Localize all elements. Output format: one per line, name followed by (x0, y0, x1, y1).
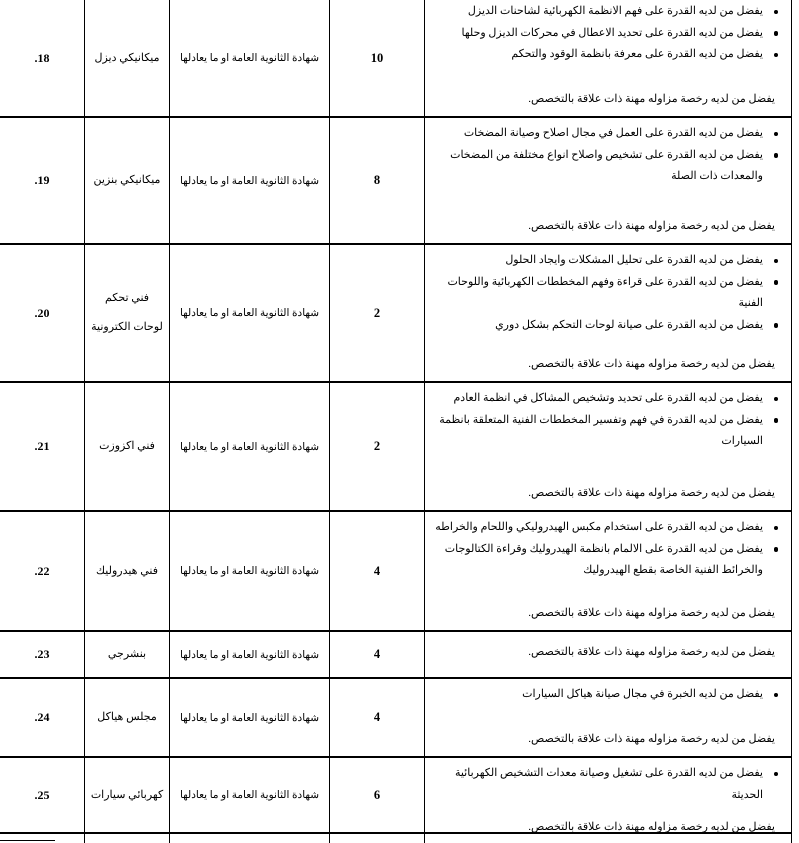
requirement-text: يفضل من لديه القدرة في فهم وتفسير المخططات الفنية المتعلقة بانظمة السيارات (439, 413, 763, 447)
job-title-text: فني تحكم لوحات الكترونية (91, 292, 163, 333)
table-row (0, 679, 792, 758)
requirement-text: يفضل من لديه القدرة على تشغيل وصيانة معدات التشخيص الكهربائية الحديثة (454, 767, 763, 801)
requirement-text: يفضل من لديه القدرة على قراءة وفهم المخططات الكهربائية واللوحات الفنية (447, 275, 763, 309)
table-row (0, 632, 792, 679)
requirements-bullet-list (431, 250, 791, 336)
cell-qualification (170, 632, 330, 677)
row-number-text: .24 (34, 710, 50, 724)
requirement-text: يفضل من لديه القدرة على تحديد الاعطال في محركات الديزل وحلها (461, 26, 763, 39)
requirements-bullet-list (431, 517, 791, 582)
cell-job-title (85, 118, 170, 243)
job-title-text: كهربائي سيارات (90, 788, 164, 801)
table-row (0, 118, 792, 245)
vacancy-count-text: 10 (370, 50, 384, 65)
cell-job-title (85, 383, 170, 510)
cell-job-title (85, 632, 170, 677)
row-number-text: .23 (34, 647, 50, 661)
cell-vacancy-count (330, 834, 425, 843)
requirement-item (431, 145, 791, 188)
cell-qualification (170, 679, 330, 756)
bullet-icon (774, 397, 779, 402)
table-row (0, 0, 792, 118)
cell-row-number (0, 632, 85, 677)
cell-row-number (0, 383, 85, 510)
requirements-bullet-list (431, 684, 791, 706)
cell-requirements (425, 679, 792, 756)
requirement-text: يفضل من لديه القدرة على صيانة لوحات التحكم بشكل دوري (495, 318, 763, 331)
cell-qualification (170, 245, 330, 381)
cell-requirements (425, 632, 792, 677)
cell-job-title (85, 512, 170, 630)
cell-requirements (425, 834, 792, 843)
bullet-icon (774, 323, 779, 328)
job-title-text: ميكانيكي ديزل (94, 51, 160, 64)
qualification-text: شهادة الثانوية العامة او ما يعادلها (179, 712, 320, 724)
requirement-item (431, 410, 791, 453)
table-bottom-border-segment (0, 840, 55, 841)
bullet-icon (774, 526, 779, 531)
row-number-text: .18 (34, 50, 50, 65)
table-row (0, 245, 792, 383)
bullet-icon (774, 772, 779, 777)
requirement-item (431, 388, 791, 410)
job-title-text: فني هيدروليك (96, 564, 158, 577)
cell-row-number (0, 758, 85, 832)
bullet-icon (774, 31, 779, 36)
requirements-bullet-list (431, 1, 791, 66)
requirement-item (431, 123, 791, 145)
license-note: يفضل من لديه رخصة مزاوله مهنة ذات علاقة بالتخصص. (528, 607, 775, 619)
vacancy-count-text: 4 (373, 563, 381, 578)
bullet-icon (774, 53, 779, 58)
bullet-icon (774, 547, 779, 552)
row-number-text: .22 (34, 563, 50, 578)
requirement-text: يفضل من لديه القدرة على فهم الانظمة الكهربائية لشاحنات الديزل (467, 5, 763, 17)
license-note: يفضل من لديه رخصة مزاوله مهنة ذات علاقة بالتخصص. (528, 646, 775, 658)
requirement-item (431, 44, 791, 66)
requirement-item (431, 23, 791, 45)
cell-vacancy-count (330, 0, 425, 116)
cell-requirements (425, 383, 792, 510)
vacancy-count-text: 6 (373, 787, 381, 802)
cell-requirements (425, 0, 792, 116)
requirement-item (431, 763, 791, 806)
cell-requirements (425, 245, 792, 381)
requirement-text: يفضل من لديه القدرة على تحديد وتشخيص المشاكل في انظمة العادم (453, 392, 763, 404)
vacancy-count-text: 4 (373, 647, 381, 661)
license-note: يفضل من لديه رخصة مزاوله مهنة ذات علاقة بالتخصص. (528, 220, 775, 232)
requirement-text: يفضل من لديه القدرة على معرفة بانظمة الوقود والتحكم (511, 48, 763, 60)
cell-qualification (170, 0, 330, 116)
cell-requirements (425, 758, 792, 832)
requirement-item (431, 517, 791, 539)
vacancy-count-text: 8 (373, 173, 381, 187)
bullet-icon (774, 280, 779, 285)
bullet-icon (774, 10, 779, 15)
cell-row-number (0, 512, 85, 630)
requirement-item (431, 684, 791, 706)
table-row-partial (0, 834, 792, 843)
cell-job-title (85, 679, 170, 756)
qualification-text: شهادة الثانوية العامة او ما يعادلها (179, 175, 320, 187)
vacancy-count-text: 2 (373, 439, 381, 453)
table-row (0, 512, 792, 632)
qualification-text: شهادة الثانوية العامة او ما يعادلها (179, 790, 320, 801)
cell-vacancy-count (330, 512, 425, 630)
license-note: يفضل من لديه رخصة مزاوله مهنة ذات علاقة بالتخصص. (528, 821, 775, 832)
license-note: يفضل من لديه رخصة مزاوله مهنة ذات علاقة بالتخصص. (528, 93, 775, 105)
cell-job-title (85, 834, 170, 843)
cell-job-title (85, 758, 170, 832)
cell-vacancy-count (330, 679, 425, 756)
requirement-item (431, 539, 791, 582)
cell-row-number (0, 679, 85, 756)
row-number-text: .19 (34, 173, 50, 187)
qualification-text: شهادة الثانوية العامة او ما يعادلها (179, 566, 320, 577)
requirement-item (431, 1, 791, 23)
requirement-text: يفضل من لديه القدرة على العمل في مجال اصلاح وصيانة المضخات (463, 127, 763, 139)
cell-row-number (0, 0, 85, 116)
cell-vacancy-count (330, 758, 425, 832)
job-title-text: بنشرجي (107, 648, 147, 660)
requirement-text: يفضل من لديه القدرة على الالمام بانظمة الهيدروليك وقراءة الكتالوجات والخرائط الفنية الخاصة بقطع الهيدروليك (444, 542, 763, 576)
cell-requirements (425, 512, 792, 630)
cell-qualification (170, 512, 330, 630)
cell-vacancy-count (330, 245, 425, 381)
requirement-text: يفضل من لديه القدرة على تحليل المشكلات وايجاد الحلول (505, 254, 763, 266)
cell-qualification (170, 834, 330, 843)
requirement-text: يفضل من لديه الخبرة في مجال صيانة هياكل السيارات (522, 688, 763, 700)
cell-job-title (85, 0, 170, 116)
job-title-text: مجلس هياكل (97, 711, 157, 723)
cell-row-number (0, 245, 85, 381)
bullet-icon (774, 132, 779, 137)
row-number-text: .21 (34, 439, 50, 453)
requirement-text: يفضل من لديه القدرة على استخدام مكبس الهيدروليكي واللحام والخراطه (435, 521, 763, 533)
cell-vacancy-count (330, 632, 425, 677)
requirements-bullet-list (431, 763, 791, 806)
cell-qualification (170, 383, 330, 510)
cell-qualification (170, 118, 330, 243)
requirement-item (431, 250, 791, 272)
vacancy-count-text: 4 (373, 710, 381, 724)
cell-vacancy-count (330, 383, 425, 510)
qualification-text: شهادة الثانوية العامة او ما يعادلها (179, 441, 320, 453)
job-title-text: ميكانيكي بنزين (93, 174, 161, 186)
qualification-text: شهادة الثانوية العامة او ما يعادلها (179, 53, 320, 64)
requirement-item (431, 315, 791, 337)
bullet-icon (774, 259, 779, 264)
cell-vacancy-count (330, 118, 425, 243)
license-note: يفضل من لديه رخصة مزاوله مهنة ذات علاقة بالتخصص. (528, 358, 775, 370)
license-note: يفضل من لديه رخصة مزاوله مهنة ذات علاقة بالتخصص. (528, 487, 775, 499)
requirements-bullet-list (431, 123, 791, 188)
cell-row-number (0, 118, 85, 243)
requirement-text: يفضل من لديه القدرة على تشخيص واصلاح انواع مختلفة من المضخات والمعدات ذات الصلة (450, 148, 763, 182)
vacancy-count-text: 2 (373, 305, 381, 320)
table-row (0, 383, 792, 512)
cell-qualification (170, 758, 330, 832)
requirement-item (431, 272, 791, 315)
cell-job-title (85, 245, 170, 381)
row-number-text: .20 (34, 305, 50, 320)
license-note: يفضل من لديه رخصة مزاوله مهنة ذات علاقة بالتخصص. (528, 733, 775, 745)
table-row (0, 758, 792, 834)
requirements-bullet-list (431, 388, 791, 453)
cell-requirements (425, 118, 792, 243)
bullet-icon (774, 693, 779, 698)
cell-row-number (0, 834, 85, 843)
row-number-text: .25 (34, 787, 50, 802)
qualification-text: شهادة الثانوية العامة او ما يعادلها (179, 649, 320, 661)
bullet-icon (774, 418, 779, 423)
bullet-icon (774, 153, 779, 158)
job-title-text: فني اكزوزت (99, 440, 155, 452)
qualification-text: شهادة الثانوية العامة او ما يعادلها (179, 308, 320, 319)
